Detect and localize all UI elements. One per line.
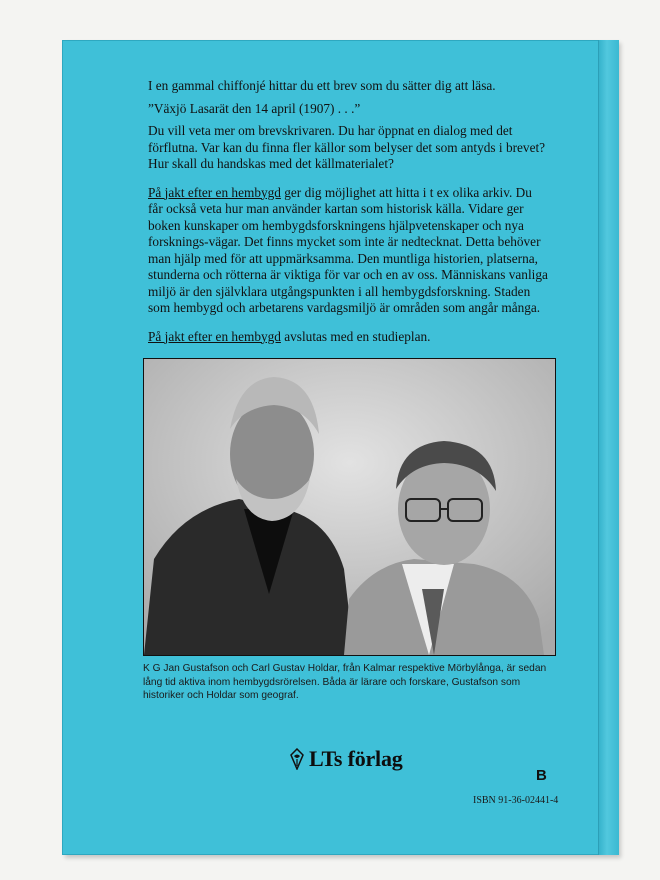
publisher-name: LTs förlag: [309, 746, 403, 771]
blurb-studyplan: [148, 329, 548, 346]
cover-edge: [598, 40, 619, 855]
photo-caption: K G Jan Gustafson och Carl Gustav Holdar, från Kalmar respektive Mörbylånga, är sedan lång tid aktiva inom hembygdsrörelsen. Båda är lärare och forskare, Gustafson som historiker och Holdar som geograf.: [143, 663, 547, 702]
author-photo-illustration: [144, 359, 555, 655]
series-letter: B: [536, 767, 547, 784]
blurb-description: [148, 185, 548, 317]
blurb-intro: I en gammal chiffonjé hittar du ett brev som du sätter dig att läsa.: [148, 78, 496, 93]
isbn-number: ISBN 91-36-02441-4: [473, 795, 559, 806]
blurb-letter-quote: ”Växjö Lasarät den 14 april (1907) . . .”: [148, 100, 361, 116]
blurb-questions: Du vill veta mer om brevskrivaren. Du har öppnat en dialog med det förflutna. Var kan du finna fler källor som belyser det som antyds i brevet? Hur skall du handskas med det källmaterialet?: [148, 123, 546, 171]
blurb-description-text: ger dig möjlighet att hitta i t ex olika arkiv. Du får också veta hur man använder kartan som historisk källa. Vidare ger boken kunskaper om hembygdsforskningens hjälpvetenskaper och nya forsknings-vägar. Det finns mycket som inte är nedtecknat. Detta behöver man hjälp med för att uppmärksamma. Den muntliga historien, platserna, stunderna och rötterna är viktiga för var och en av oss. Människans vanliga miljö är den självklara utgångspunkten i all hembygdsforskning. Staden som hembygd och arbetarens vardagsmiljö är områden som angår många.: [148, 184, 548, 315]
book-title-ref: På jakt efter en hembygd: [148, 184, 281, 200]
blurb-text: [148, 78, 548, 351]
blurb-studyplan-text: avslutas med en studieplan.: [280, 328, 431, 344]
publisher-logo: [290, 746, 403, 772]
lts-emblem-icon: [290, 748, 304, 770]
author-photo: [143, 358, 556, 656]
book-title-ref: På jakt efter en hembygd: [148, 328, 281, 344]
